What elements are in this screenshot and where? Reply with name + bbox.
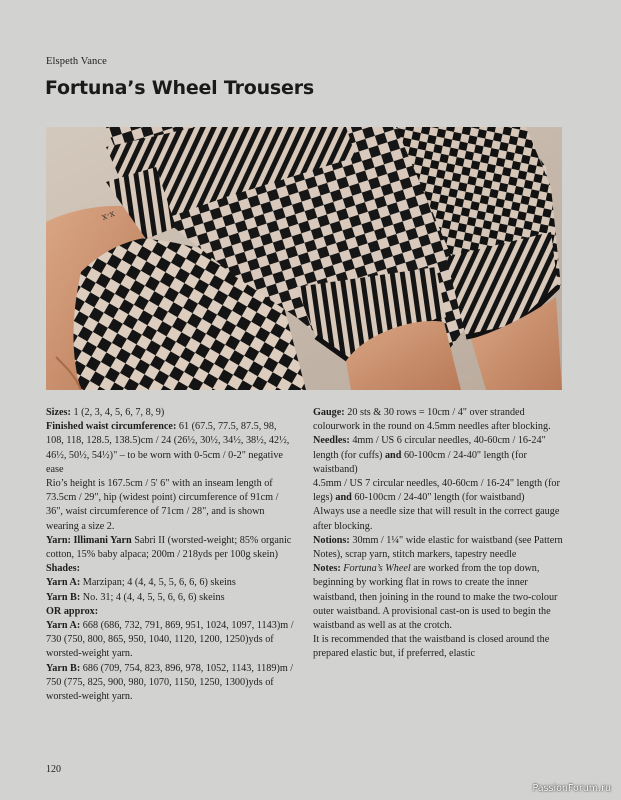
sizes-line: [46, 406, 296, 420]
notes-line: [313, 562, 571, 633]
waist-label: Finished waist circumference:: [46, 421, 177, 433]
gauge-line: [313, 406, 571, 434]
or-approx-label: OR approx:: [46, 605, 99, 617]
needles-line-1: [313, 434, 571, 477]
yarn-label: Yarn: Illimani Yarn: [46, 534, 132, 546]
yarn-b-value: No. 31; 4 (4, 4, 5, 5, 6, 6, 6) skeins: [80, 591, 225, 603]
pattern-photo: [46, 127, 562, 390]
notes-value: are worked from the top down, beginning by working flat in rows to create the inner waistband, then joining in the round to make the two-colour outer waistband. A provisional cast-on is used to begin the waistband as well as at the crotch.: [313, 563, 558, 632]
needles-and-1: and: [382, 449, 402, 461]
notes-label: Notes:: [313, 563, 341, 575]
needles-line-2: [313, 477, 571, 505]
yarn-a-value: Marzipan; 4 (4, 4, 5, 5, 6, 6, 6) skeins: [80, 577, 236, 589]
watermark: PassionForum.ru: [532, 783, 611, 794]
gauge-value: 20 sts & 30 rows = 10cm / 4" over stranded colourwork in the round on 4.5mm needles after blocking.: [313, 407, 551, 433]
yarn-line: [46, 534, 296, 562]
yarn-a-amount: [46, 619, 296, 662]
gauge-label: Gauge:: [313, 407, 345, 418]
needles-gauge-note: Always use a needle size that will result in the correct gauge after blocking.: [313, 506, 560, 532]
sizes-value: 1 (2, 3, 4, 5, 6, 7, 8, 9): [70, 407, 165, 418]
yarn-a-label: Yarn A:: [46, 577, 81, 589]
waist-line: [46, 420, 296, 477]
right-column: [313, 406, 571, 662]
needles-1a: 4mm / US 6 circular needles, 40-60cm / 16-24" length (for cuffs): [313, 435, 546, 461]
yarn-a-shade: [46, 576, 296, 590]
wrist-tattoo: x·x: [100, 208, 117, 223]
model-info: Rio’s height is 167.5cm / 5' 6" with an inseam length of 73.5cm / 29", hip (widest point) circumference of 91cm / 36", waist circumference of 71cm / 28", and is shown wearing a size 2.: [46, 478, 279, 532]
needles-2b: 60-100cm / 24-40" length (for waistband): [351, 492, 525, 504]
page-number: 120: [46, 764, 61, 775]
yarn-b2-label: Yarn B:: [46, 662, 81, 674]
needles-label: Needles:: [313, 435, 350, 447]
yarn-a2-label: Yarn A:: [46, 620, 81, 632]
notes-more: It is recommended that the waistband is closed around the prepared elastic but, if preferred, elastic: [313, 634, 550, 660]
needles-1b: 60-100cm / 24-40" length (for waistband): [313, 449, 527, 475]
yarn-a2-value: 668 (686, 732, 791, 869, 951, 1024, 1097, 1143)m / 730 (750, 800, 865, 950, 1040, 1120, 1200, 1250)yds of worsted-weight yarn.: [46, 620, 294, 660]
notions-value: 30mm / 1¼" wide elastic for waistband (see Pattern Notes), scrap yarn, stitch markers, tapestry needle: [313, 534, 563, 561]
shades-label: Shades:: [46, 563, 80, 575]
notions-label: Notions:: [313, 534, 350, 546]
left-column: [46, 406, 296, 704]
yarn-b-label: Yarn B:: [46, 591, 81, 603]
yarn-value: Sabri II (worsted-weight; 85% organic cotton, 15% baby alpaca; 200m / 218yds per 100g skein): [46, 534, 292, 561]
needles-and-2: and: [332, 492, 352, 504]
needles-2a: 4.5mm / US 7 circular needles, 40-60cm / 16-24" length (for legs): [313, 478, 560, 504]
notions-line: [313, 534, 571, 562]
pattern-title: Fortuna’s Wheel Trousers: [45, 77, 315, 99]
yarn-b2-value: 686 (709, 754, 823, 896, 978, 1052, 1143, 1189)m / 750 (775, 825, 900, 980, 1070, 1150, 1250, 1300)yds of worsted-weight yarn.: [46, 662, 294, 703]
notes-title: Fortuna’s Wheel: [343, 563, 411, 575]
waist-value: 61 (67.5, 77.5, 87.5, 98, 108, 118, 128.5, 138.5)cm / 24 (26½, 30½, 34½, 38½, 42½, 46½, 50½, 54½)" – to be worn with 0-5cm / 0-2" negative ease: [46, 421, 290, 475]
yarn-b-amount: [46, 662, 296, 705]
author-name: Elspeth Vance: [46, 56, 107, 67]
sizes-label: Sizes:: [46, 407, 71, 418]
yarn-b-shade: [46, 591, 296, 605]
